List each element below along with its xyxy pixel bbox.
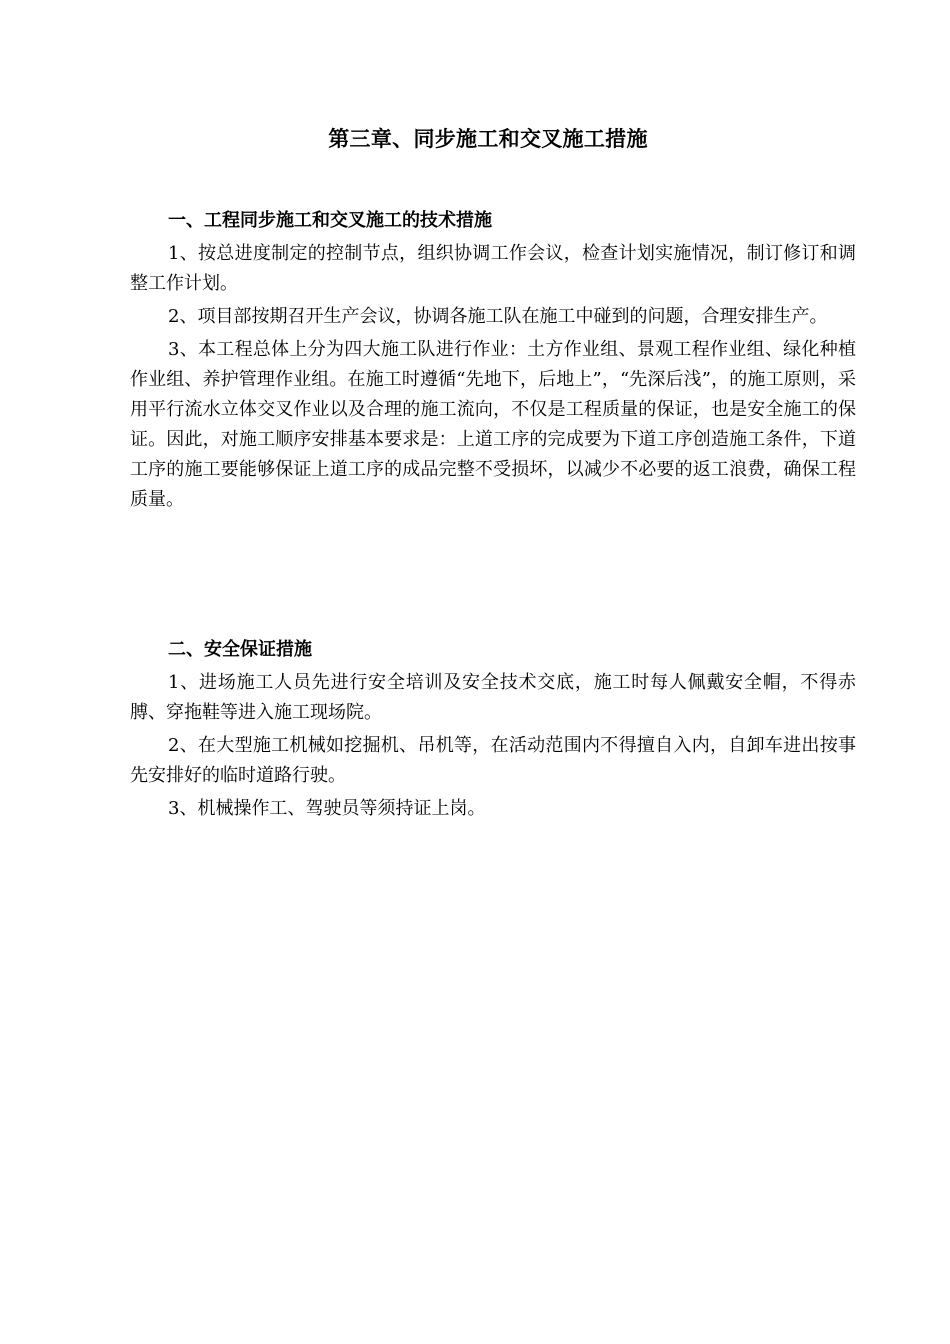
section-technical-measures (130, 205, 856, 515)
paragraph: 1、按总进度制定的控制节点，组织协调工作会议，检查计划实施情况，制订修订和调整工作计划。 (130, 243, 856, 294)
section-heading: 一、工程同步施工和交叉施工的技术措施 (168, 210, 492, 231)
section-safety-measures (130, 634, 856, 824)
paragraph: 2、项目部按期召开生产会议，协调各施工队在施工中碰到的问题，合理安排生产。 (168, 306, 828, 327)
section-heading: 二、安全保证措施 (168, 639, 312, 660)
paragraph: 2、在大型施工机械如挖掘机、吊机等，在活动范围内不得擅自入内，自卸车进出按事先安排好的临时道路行驶。 (130, 735, 856, 786)
paragraph: 3、机械操作工、驾驶员等须持证上岗。 (168, 798, 486, 819)
page-title: 第三章、同步施工和交叉施工措施 (328, 127, 648, 151)
paragraph: 1、进场施工人员先进行安全培训及安全技术交底，施工时每人佩戴安全帽，不得赤膊、穿拖鞋等进入施工现场院。 (130, 672, 856, 723)
paragraph: 3、本工程总体上分为四大施工队进行作业：土方作业组、景观工程作业组、绿化种植作业组、养护管理作业组。在施工时遵循“先地下，后地上”，“先深后浅”，的施工原则，采用平行流水立体交叉作业以及合理的施工流向，不仅是工程质量的保证，也是安全施工的保证。因此，对施工顺序安排基本要求是：上道工序的完成要为下道工序创造施工条件，下道工序的施工要能够保证上道工序的成品完整不受损坏，以减少不必要的返工浪费，确保工程质量。 (130, 339, 856, 510)
